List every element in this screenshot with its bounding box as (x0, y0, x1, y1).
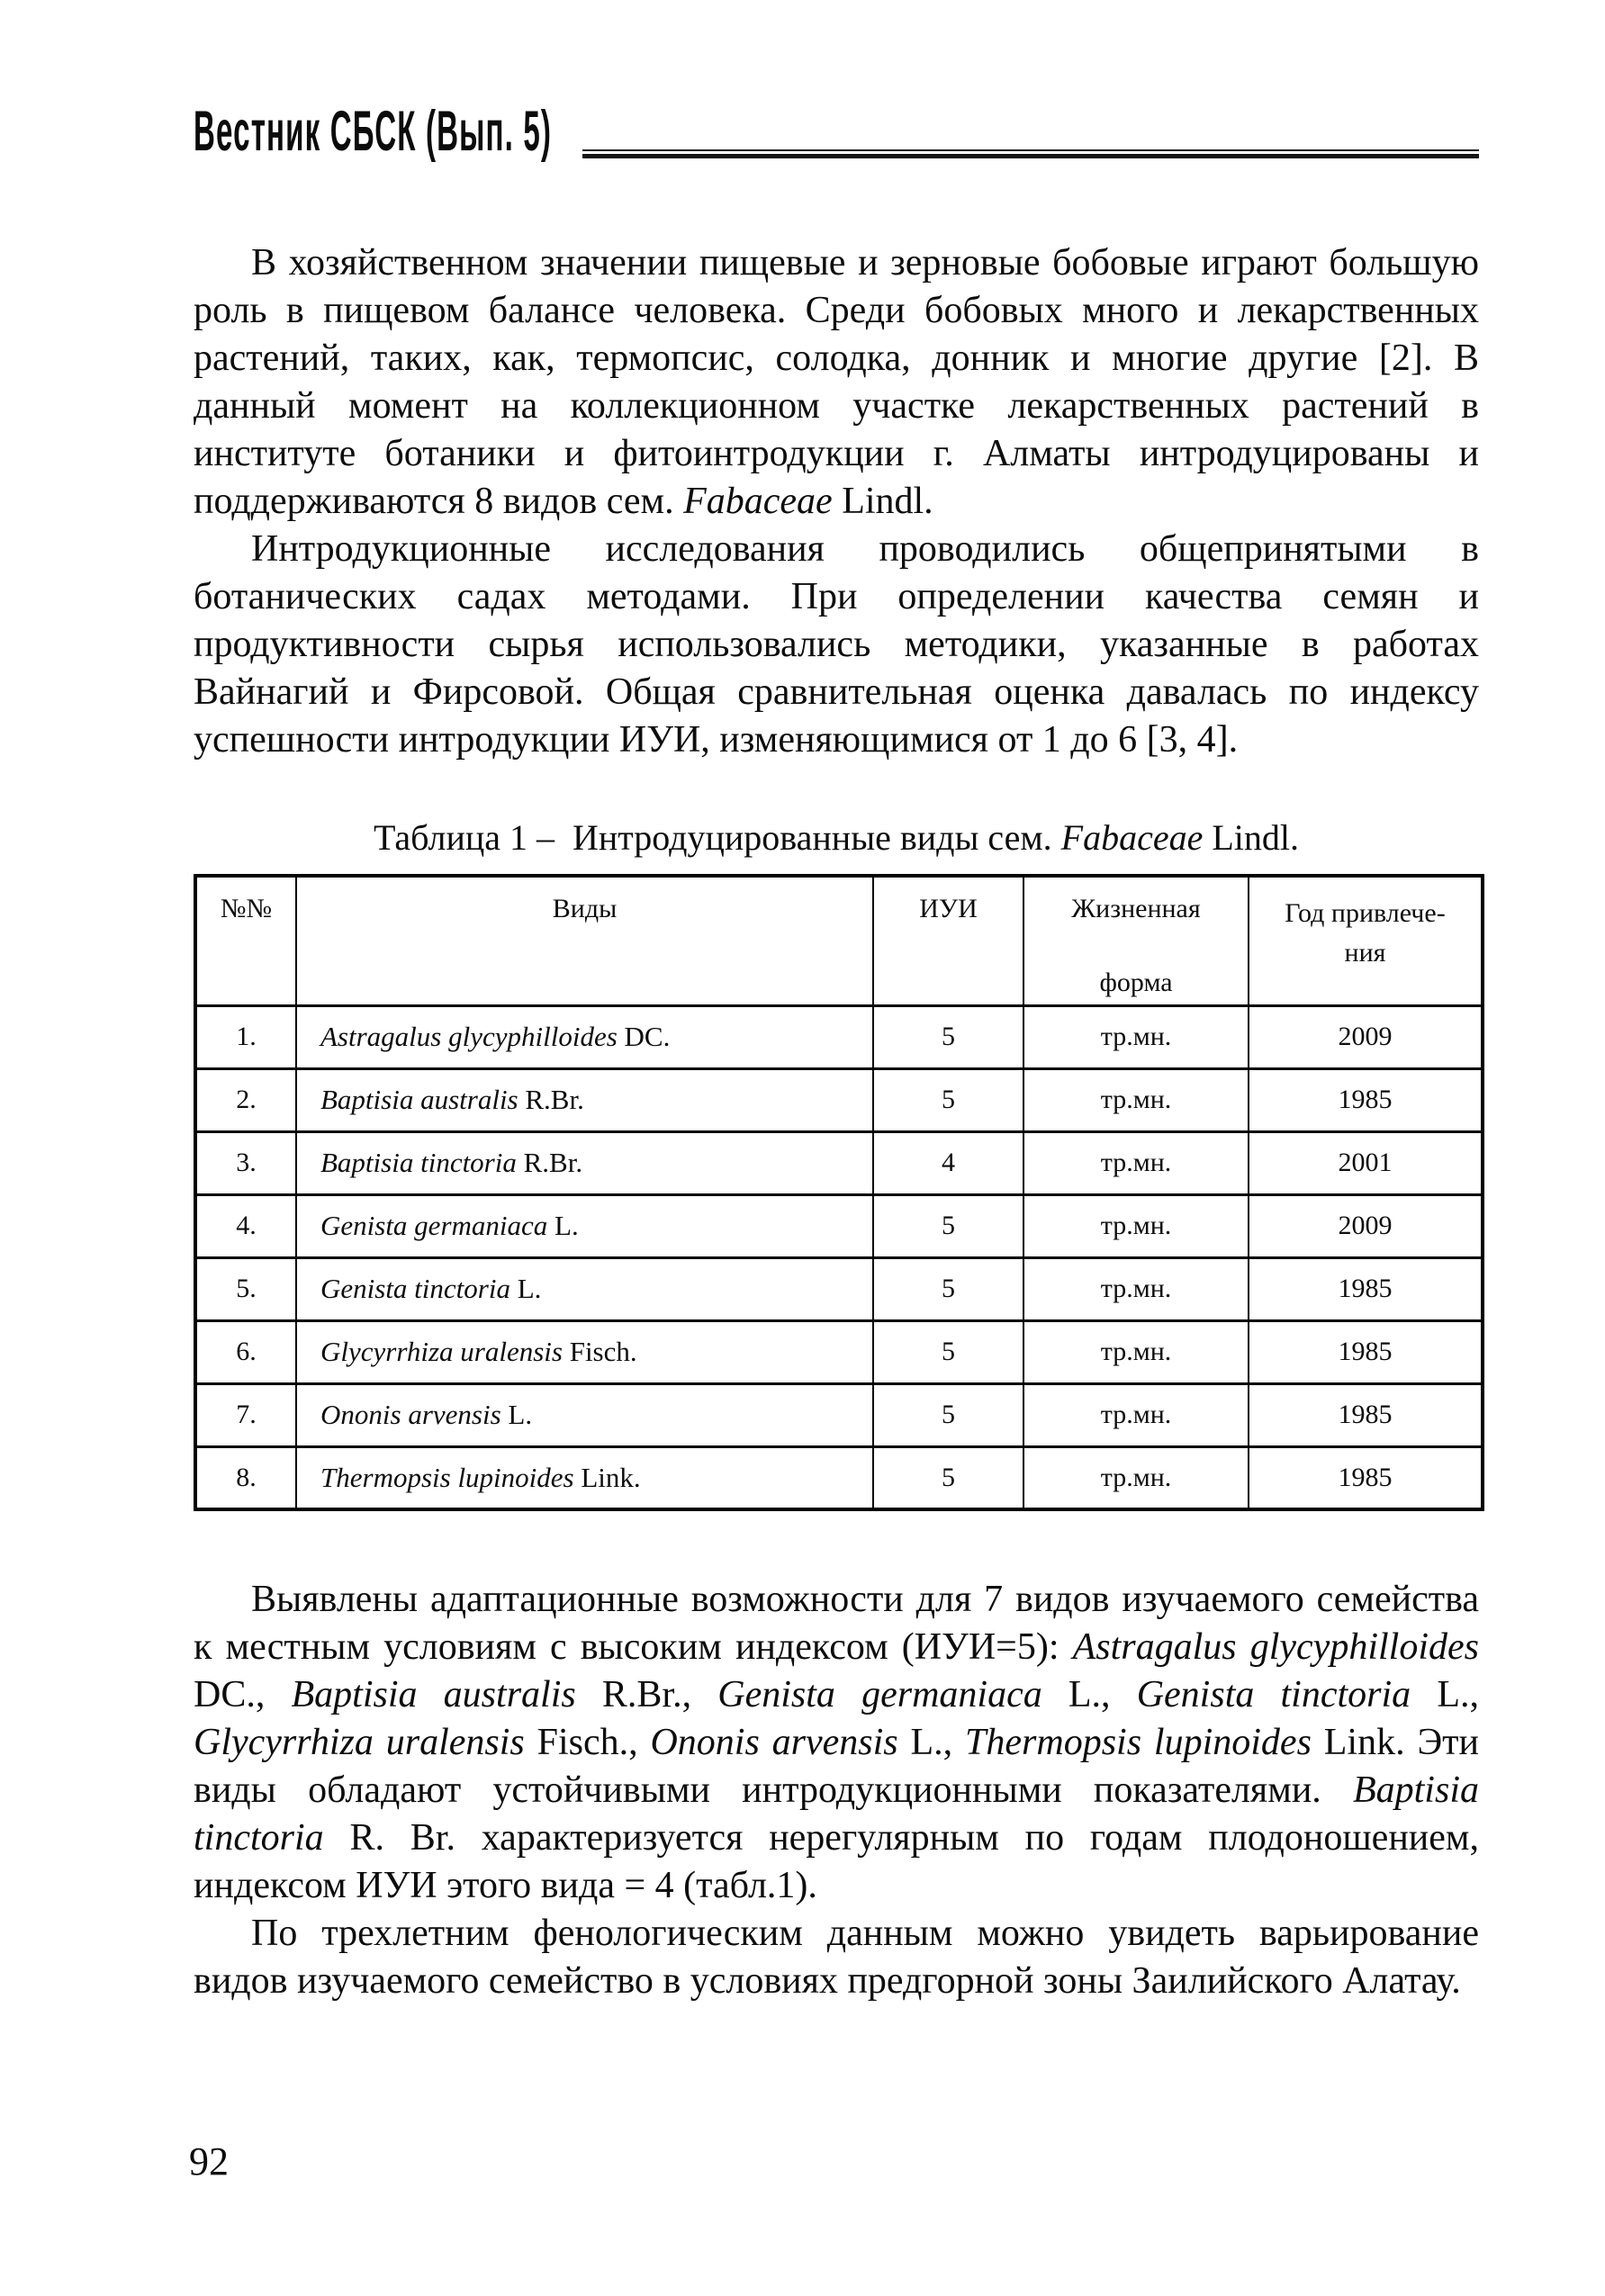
header-life-form-line1: Жизненная (1071, 894, 1201, 923)
journal-title-text: Вестник СБСК (Вып. 5) (194, 99, 553, 164)
header-year-line2: ния (1344, 938, 1386, 968)
life-form-cell: тр.мн. (1023, 1068, 1249, 1131)
year-cell: 1985 (1249, 1320, 1483, 1383)
paragraph-results: Выявлены адаптационные возможности для 7 видов изучаемого семейства к местным условиям с высоким индексом (ИУИ=5): Astragalus glycyphilloides DC., Baptisia australis R.Br., Genista germaniaca L., Genista tinctoria L., Glycyrrhiza uralensis Fisch., Ononis arvensis L., Thermopsis lupinoides Link. Эти виды обладают устойчивыми интродукционными показателями. Baptisia tinctoria R. Br. характеризуется нерегулярным по годам плодоношением, индексом ИУИ этого вида = 4 (табл.1). (194, 1579, 1480, 1906)
table-caption: Таблица 1 – Интродуцированные виды сем. Fabaceae Lindl. (373, 817, 1300, 858)
species-name: Astragalus glycyphilloides (320, 1021, 618, 1052)
species-cell (296, 1257, 873, 1320)
life-form-cell: тр.мн. (1023, 1383, 1249, 1446)
life-form-cell: тр.мн. (1023, 1320, 1249, 1383)
row-number-cell: 5. (195, 1257, 296, 1320)
species-author: DC. (624, 1021, 671, 1052)
iui-cell: 5 (873, 1320, 1023, 1383)
iui-cell: 5 (873, 1194, 1023, 1257)
species-author: L. (508, 1399, 533, 1430)
journal-title (194, 99, 582, 164)
table-row (195, 1131, 1483, 1194)
life-form-cell: тр.мн. (1023, 1257, 1249, 1320)
header-iui: ИУИ (873, 876, 1023, 1005)
page-content (194, 0, 1479, 2005)
species-name: Genista germaniaca (320, 1210, 548, 1241)
row-number-cell: 2. (195, 1068, 296, 1131)
species-cell (296, 1068, 873, 1131)
row-number-cell: 4. (195, 1194, 296, 1257)
table-row (195, 1005, 1483, 1068)
species-cell (296, 1194, 873, 1257)
life-form-cell: тр.мн. (1023, 1446, 1249, 1509)
species-author: R.Br. (525, 1084, 584, 1115)
iui-cell: 5 (873, 1383, 1023, 1446)
life-form-cell: тр.мн. (1023, 1005, 1249, 1068)
species-cell (296, 1383, 873, 1446)
species-name: Baptisia australis (320, 1084, 518, 1115)
species-author: L. (517, 1273, 542, 1304)
life-form-cell: тр.мн. (1023, 1194, 1249, 1257)
species-name: Ononis arvensis (320, 1399, 501, 1430)
header-life-form-lines (1024, 894, 1248, 998)
species-author: R.Br. (523, 1147, 583, 1178)
page-number: 92 (189, 2139, 229, 2183)
table-row (195, 1194, 1483, 1257)
species-cell (296, 1320, 873, 1383)
paragraph-intro: В хозяйственном значении пищевые и зерновые бобовые играют большую роль в пищевом балансе человека. Среди бобовых много и лекарственных растений, таких, как, термопсис, солодка, донник и многие другие [2]. В данный момент на коллекционном участке лекарственных растений в институте ботаники и фитоинтродукции г. Алматы интродуцированы и поддерживаются 8 видов сем. Fabaceae Lindl. (194, 242, 1479, 522)
species-name: Glycyrrhiza uralensis (320, 1336, 563, 1367)
year-cell: 2001 (1249, 1131, 1483, 1194)
table-row (195, 1068, 1483, 1131)
species-author: Fisch. (569, 1336, 637, 1367)
species-table (194, 874, 1484, 1511)
header-species: Виды (296, 876, 873, 1005)
species-author: L. (555, 1210, 579, 1241)
iui-cell: 5 (873, 1005, 1023, 1068)
row-number-cell: 7. (195, 1383, 296, 1446)
row-number-cell: 3. (195, 1131, 296, 1194)
row-number-cell: 8. (195, 1446, 296, 1509)
paragraph-methods: Интродукционные исследования проводились общепринятыми в ботанических садах методами. При определении качества семян и продуктивности сырья использовались методики, указанные в работах Вайнагий и Фирсовой. Общая сравнительная оценка давалась по индексу успешности интродукции ИУИ, изменяющимися от 1 до 6 [3, 4]. (194, 528, 1479, 761)
row-number-cell: 1. (195, 1005, 296, 1068)
table-row (195, 1446, 1483, 1509)
iui-cell: 5 (873, 1446, 1023, 1509)
masthead (194, 99, 1479, 164)
year-cell: 2009 (1249, 1194, 1483, 1257)
header-life-form (1023, 876, 1249, 1005)
table-row (195, 1383, 1483, 1446)
year-cell: 1985 (1249, 1068, 1483, 1131)
year-cell: 2009 (1249, 1005, 1483, 1068)
table-header-row (195, 876, 1483, 1005)
masthead-divider (582, 149, 1479, 158)
header-year (1249, 876, 1483, 1005)
year-cell: 1985 (1249, 1257, 1483, 1320)
species-cell (296, 1446, 873, 1509)
year-cell: 1985 (1249, 1383, 1483, 1446)
life-form-cell: тр.мн. (1023, 1131, 1249, 1194)
species-cell (296, 1005, 873, 1068)
iui-cell: 4 (873, 1131, 1023, 1194)
species-name: Baptisia tinctoria (320, 1147, 517, 1178)
header-life-form-line2: форма (1099, 968, 1173, 997)
header-year-line1: Год привлече- (1285, 898, 1446, 928)
table-row (195, 1320, 1483, 1383)
species-cell (296, 1131, 873, 1194)
row-number-cell: 6. (195, 1320, 296, 1383)
paragraph-phenology: По трехлетним фенологическим данным можно увидеть варьирование видов изучаемого семейство в условиях предгорной зоны Заилийского Алатау. (194, 1913, 1479, 2002)
year-cell: 1985 (1249, 1446, 1483, 1509)
header-number: №№ (195, 876, 296, 1005)
species-author: Link. (581, 1461, 641, 1493)
iui-cell: 5 (873, 1068, 1023, 1131)
table-row (195, 1257, 1483, 1320)
iui-cell: 5 (873, 1257, 1023, 1320)
species-name: Thermopsis lupinoides (320, 1461, 574, 1493)
species-name: Genista tinctoria (320, 1273, 510, 1304)
